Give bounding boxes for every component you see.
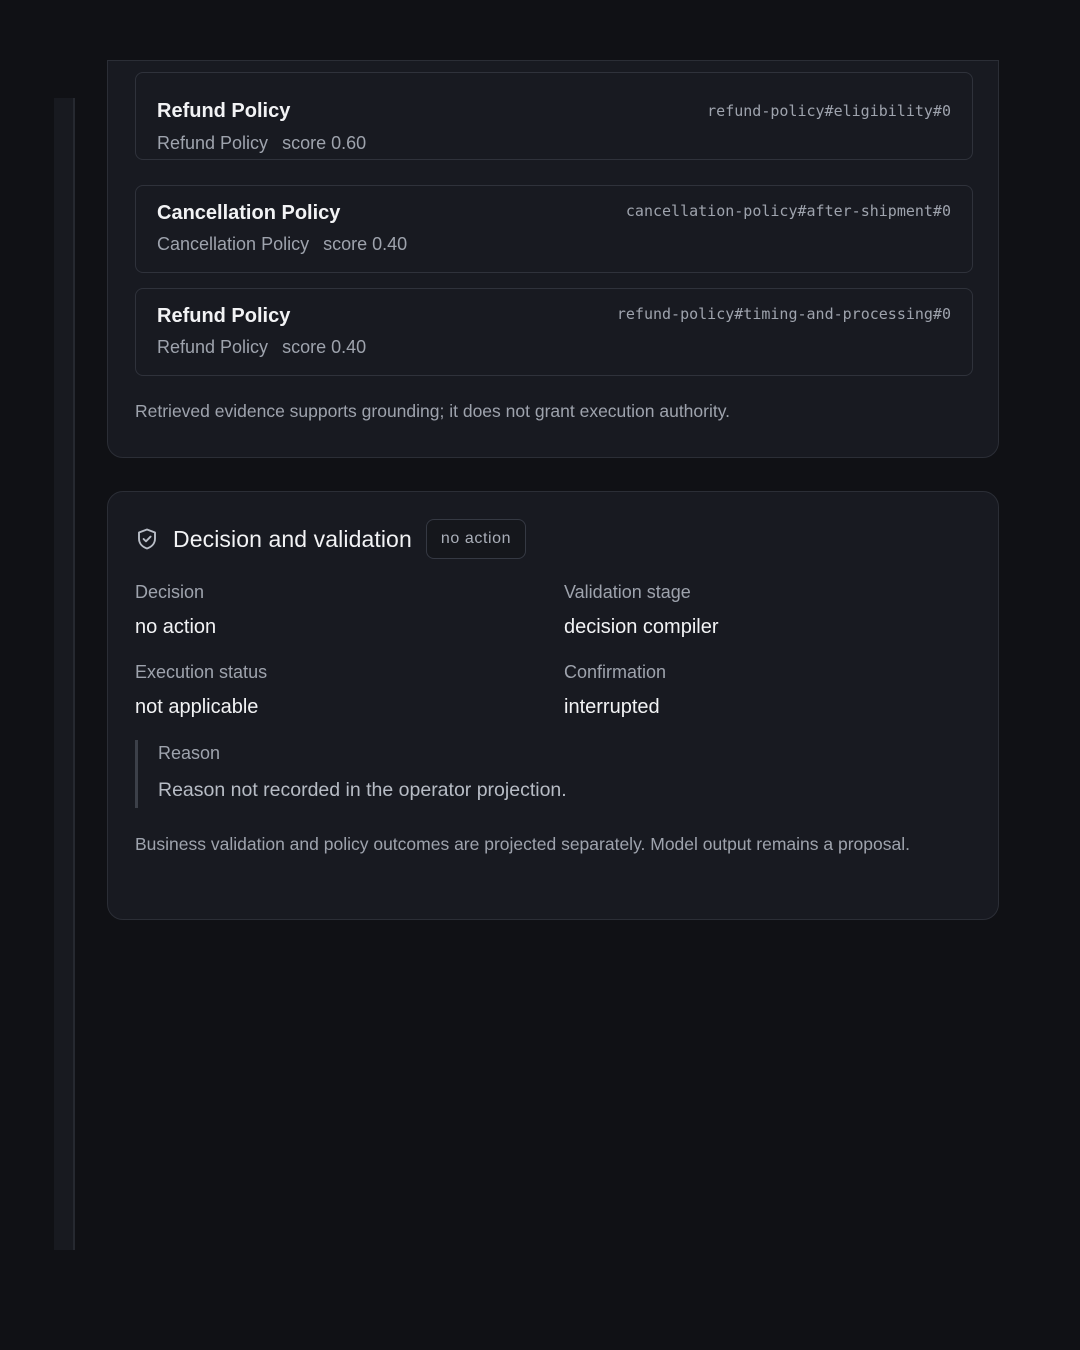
evidence-meta [157, 337, 366, 358]
evidence-item[interactable] [135, 72, 973, 160]
evidence-meta [157, 234, 407, 255]
confirmation-label: Confirmation [564, 662, 667, 682]
evidence-item[interactable] [135, 185, 973, 273]
evidence-chunk-ref: refund-policy#timing-and-processing#0 [616, 305, 951, 323]
decision-label: Decision [135, 582, 205, 602]
evidence-title: Refund Policy [157, 100, 291, 122]
validation-stage-value: decision compiler [564, 616, 719, 638]
sidebar-rail [54, 98, 75, 1250]
evidence-title: Cancellation Policy [157, 202, 341, 224]
decision-validation-card [107, 491, 999, 920]
evidence-score: score 0.60 [282, 133, 367, 153]
confirmation-value: interrupted [564, 696, 660, 718]
reason-label: Reason [158, 743, 221, 763]
evidence-note: Retrieved evidence supports grounding; it does not grant execution authority. [135, 401, 731, 421]
reason-block [135, 740, 938, 808]
card-header [135, 518, 526, 560]
status-badge: no action [426, 519, 526, 559]
evidence-score: score 0.40 [323, 234, 408, 254]
shield-check-icon [135, 527, 159, 551]
decision-value: no action [135, 616, 217, 638]
evidence-meta [157, 133, 366, 154]
execution-status-value: not applicable [135, 696, 259, 718]
evidence-score: score 0.40 [282, 337, 367, 357]
decision-footnote: Business validation and policy outcomes are projected separately. Model output remains a proposal. [135, 834, 910, 854]
evidence-chunk-ref: refund-policy#eligibility#0 [707, 102, 951, 120]
evidence-title: Refund Policy [157, 305, 291, 327]
evidence-chunk-ref: cancellation-policy#after-shipment#0 [625, 202, 951, 220]
evidence-source: Cancellation Policy [157, 234, 310, 254]
validation-stage-label: Validation stage [564, 582, 691, 602]
reason-text: Reason not recorded in the operator projection. [158, 779, 567, 801]
retrieved-evidence-card [107, 60, 999, 458]
evidence-source: Refund Policy [157, 133, 269, 153]
card-title: Decision and validation [173, 525, 412, 552]
evidence-item[interactable] [135, 288, 973, 376]
evidence-source: Refund Policy [157, 337, 269, 357]
execution-status-label: Execution status [135, 662, 268, 682]
